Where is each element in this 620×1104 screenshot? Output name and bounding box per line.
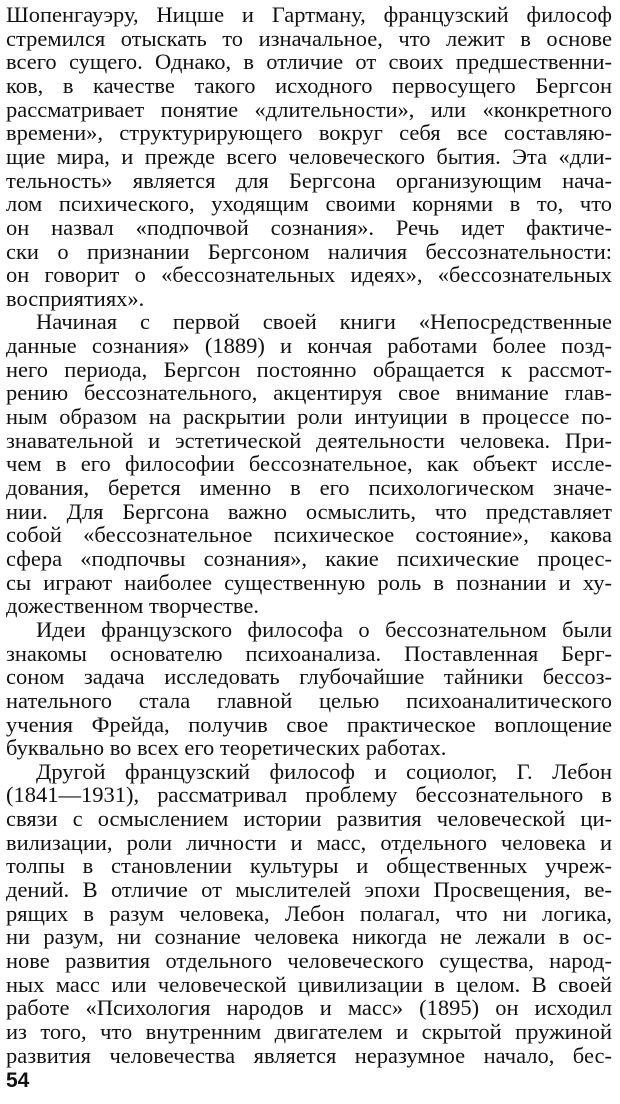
text-line: он назвал «подпочвой сознания». Речь идет фактиче-	[6, 214, 612, 240]
text-line: рению бессознательного, акцентируя свое внимание глав-	[6, 380, 612, 406]
text-line: времени», структурирующего вокруг себя все составляю-	[6, 120, 612, 146]
text-line: знавательной и эстетической деятельности человека. При-	[6, 427, 612, 453]
text-line: толпы в становлении культуры и общественных учреж-	[6, 853, 612, 879]
text-line: из того, что внутренним двигателем и скрытой пружиной	[6, 1018, 612, 1044]
text-line: него периода, Бергсон постоянно обращается к рассмот-	[6, 356, 612, 382]
text-line: всего сущего. Однако, в отличие от своих предшественни-	[6, 49, 612, 75]
text-line: буквально во всех его теоретических работах.	[6, 735, 447, 761]
text-line: ных масс или человеческой цивилизации в целом. В своей	[6, 971, 612, 997]
text-line: вилизации, роли личности и масс, отдельного человека и	[6, 829, 612, 855]
text-line: восприятиях».	[6, 285, 145, 311]
text-line: сфера «подпочвы сознания», какие психические процес-	[6, 545, 612, 571]
text-line: (1841—1931), рассматривал проблему бессознательного в	[6, 782, 612, 808]
text-line: сы играют наиболее существенную роль в познании и ху-	[6, 569, 612, 595]
text-line: собой «бессознательное психическое состояние», какова	[6, 522, 612, 548]
text-line: рящих в разум человека, Лебон полагал, что ни логика,	[6, 900, 612, 926]
text-line: данные сознания» (1889) и кончая работами более позд-	[6, 333, 612, 359]
page-number: 54	[6, 1069, 30, 1092]
text-line: щие мира, и прежде всего человеческого бытия. Эта «дли-	[6, 143, 612, 169]
text-line: учения Фрейда, получив свое практическое воплощение	[6, 711, 612, 737]
text-line: ков, в качестве такого исходного первосущего Бергсон	[6, 72, 612, 98]
text-line: Начиная с первой своей книги «Непосредственные	[36, 309, 612, 335]
text-line: развития человечества является неразумное начало, бес-	[6, 1042, 612, 1068]
text-line: соном задача исследовать глубочайшие тайники бессоз-	[6, 664, 612, 690]
text-line: ным образом на раскрытии роли интуиции в процессе по-	[6, 404, 612, 430]
text-line: нове развития отдельного человеческого существа, народ-	[6, 948, 612, 973]
text-line: ски о признании Бергсоном наличия бессознательности:	[6, 238, 612, 264]
text-line: дования, берется именно в его психологическом значе-	[6, 475, 612, 500]
text-line: дений. В отличие от мыслителей эпохи Просвещения, ве-	[6, 877, 612, 903]
book-page	[6, 0, 618, 1104]
text-line: связи с осмыслением истории развития человеческой ци-	[6, 806, 612, 832]
text-line: знакомы основателю психоанализа. Поставленная Берг-	[6, 640, 612, 666]
text-line: он говорит о «бессознательных идеях», «бессознательных	[6, 262, 612, 288]
text-line: нательного стала главной целью психоаналитического	[6, 687, 612, 713]
text-line: тельность» является для Бергсона организующим нача-	[6, 167, 612, 193]
text-line: работе «Психология народов и масс» (1895) он исходил	[6, 995, 612, 1021]
text-line: Шопенгауэру, Ницше и Гартману, французский философ	[6, 2, 612, 27]
text-line: лом психического, уходящим своими корнями в то, что	[6, 191, 612, 217]
text-line: дожественном творчестве.	[6, 593, 260, 619]
text-line: Идеи французского философа о бессознательном были	[36, 616, 612, 642]
text-line: нии. Для Бергсона важно осмыслить, что представляет	[6, 498, 612, 524]
text-line: ни разум, ни сознание человека никогда не лежали в ос-	[6, 924, 612, 950]
text-line: Другой французский философ и социолог, Г. Лебон	[36, 758, 612, 784]
text-line: чем в его философии бессознательное, как объект иссле-	[6, 451, 612, 477]
text-line: стремился отыскать то изначальное, что лежит в основе	[6, 25, 612, 51]
text-line: рассматривает понятие «длительности», или «конкретного	[6, 96, 612, 122]
